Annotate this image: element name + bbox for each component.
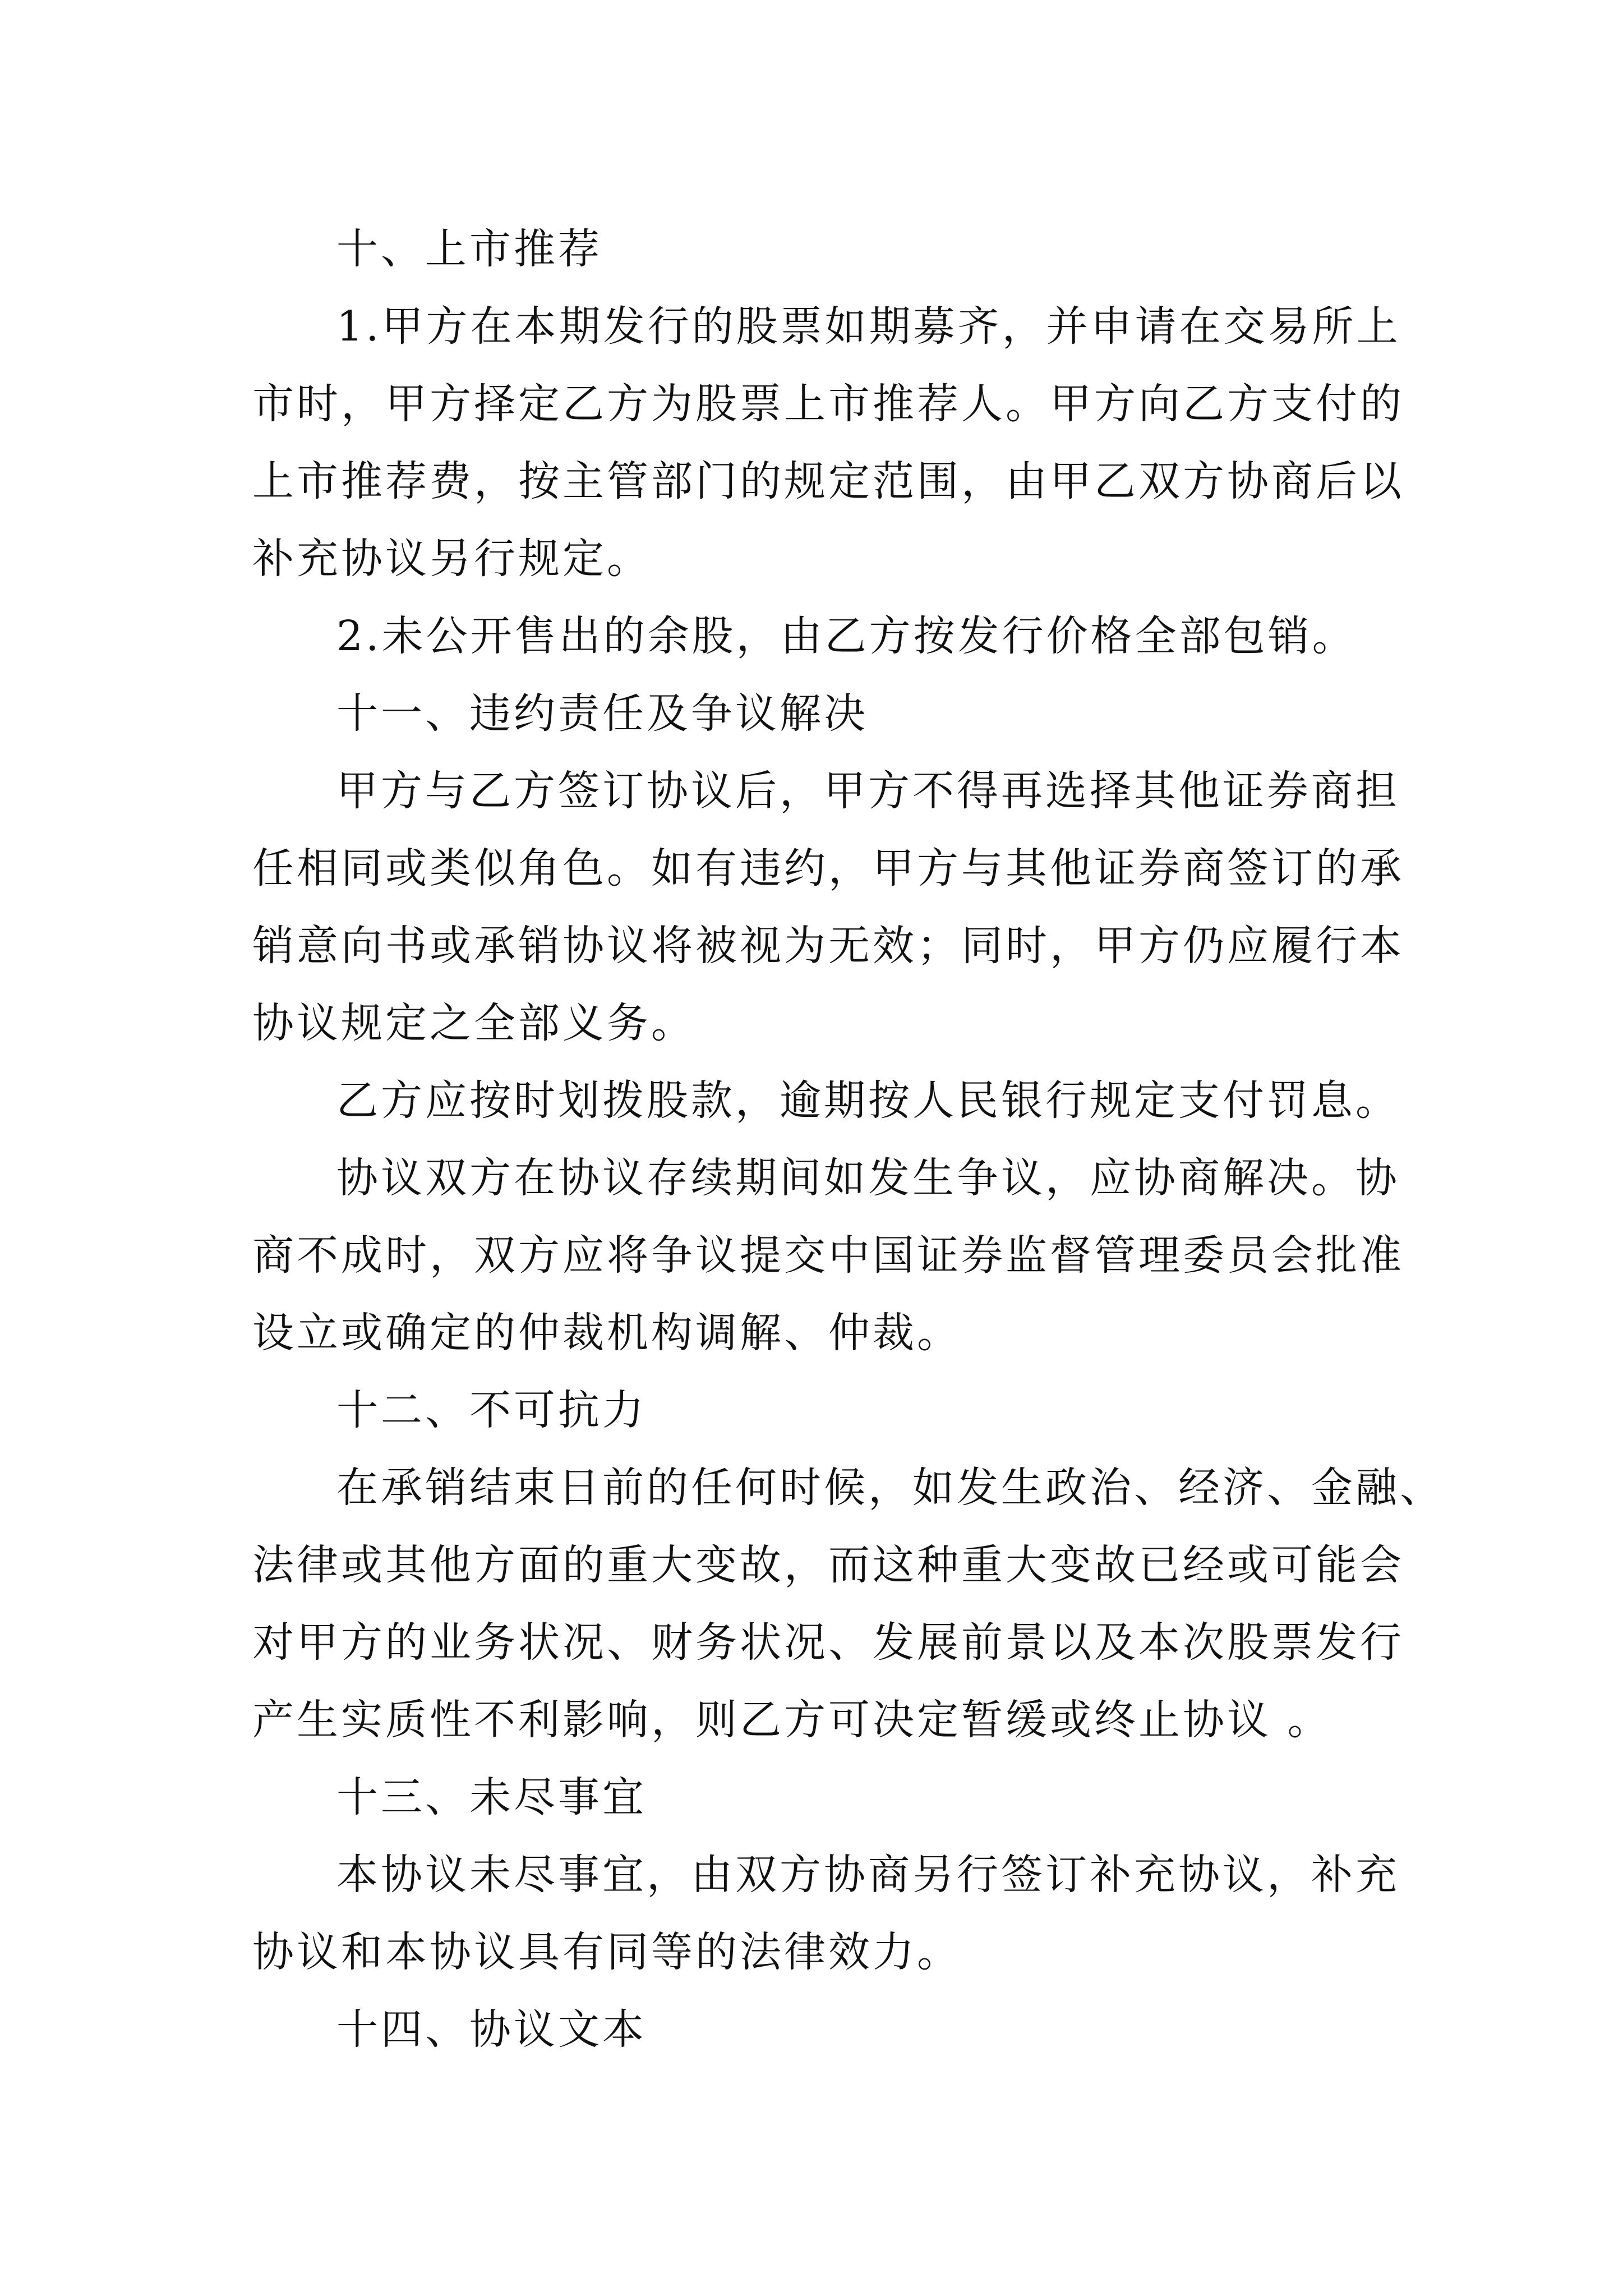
paragraph-line: 在承销结束日前的任何时候，如发生政治、经济、金融、 [336, 1464, 1444, 1512]
paragraph-line: 协议规定之全部义务。 [252, 999, 695, 1047]
paragraph-line: 补充协议另行规定。 [252, 535, 651, 583]
paragraph [252, 597, 1385, 675]
paragraph-line: 协议和本协议具有同等的法律效力。 [252, 1928, 961, 1976]
paragraph-line: 2.未公开售出的余股，由乙方按发行价格全部包销。 [336, 612, 1357, 660]
paragraph [252, 288, 1404, 597]
paragraph-line: 本协议未尽事宜，由双方协商另行签订补充协议，补充 [336, 1851, 1400, 1899]
section-heading [252, 210, 1385, 288]
heading-text: 十、上市推荐 [336, 225, 602, 273]
paragraph-line: 销意向书或承销协议将被视为无效；同时，甲方仍应履行本 [252, 922, 1404, 970]
paragraph-line: 上市推荐费，按主管部门的规定范围，由甲乙双方协商后以 [252, 457, 1404, 505]
heading-text: 十三、未尽事宜 [336, 1773, 647, 1821]
paragraph-line: 乙方应按时划拨股款，逾期按人民银行规定支付罚息。 [336, 1076, 1400, 1125]
heading-text: 十四、协议文本 [336, 2005, 647, 2054]
paragraph-line: 设立或确定的仲裁机构调解、仲裁。 [252, 1309, 961, 1357]
section-heading [252, 1991, 1385, 2068]
paragraph-line: 法律或其他方面的重大变故，而这种重大变故已经或可能会 [252, 1541, 1404, 1589]
paragraph-line: 协议双方在协议存续期间如发生争议，应协商解决。协 [336, 1154, 1400, 1202]
paragraph-line: 市时，甲方择定乙方为股票上市推荐人。甲方向乙方支付的 [252, 380, 1404, 428]
section-heading [252, 675, 1385, 752]
paragraph [252, 1449, 1444, 1759]
paragraph-line: 对甲方的业务状况、财务状况、发展前景以及本次股票发行 [252, 1618, 1404, 1667]
paragraph-line: 任相同或类似角色。如有违约，甲方与其他证券商签订的承 [252, 844, 1404, 892]
paragraph [252, 1062, 1400, 1139]
paragraph [252, 1139, 1404, 1372]
paragraph-line: 产生实质性不利影响，则乙方可决定暂缓或终止协议 。 [252, 1696, 1332, 1744]
paragraph-line: 商不成时，双方应将争议提交中国证券监督管理委员会批准 [252, 1231, 1404, 1280]
heading-text: 十二、不可抗力 [336, 1386, 647, 1434]
heading-text: 十一、违约责任及争议解决 [336, 689, 868, 738]
paragraph-line: 1.甲方在本期发行的股票如期募齐，并申请在交易所上 [336, 302, 1401, 351]
paragraph [252, 1836, 1400, 1991]
section-heading [252, 1372, 1385, 1449]
paragraph-line: 甲方与乙方签订协议后，甲方不得再选择其他证券商担 [336, 767, 1400, 815]
section-heading [252, 1759, 1385, 1836]
paragraph [252, 752, 1404, 1062]
